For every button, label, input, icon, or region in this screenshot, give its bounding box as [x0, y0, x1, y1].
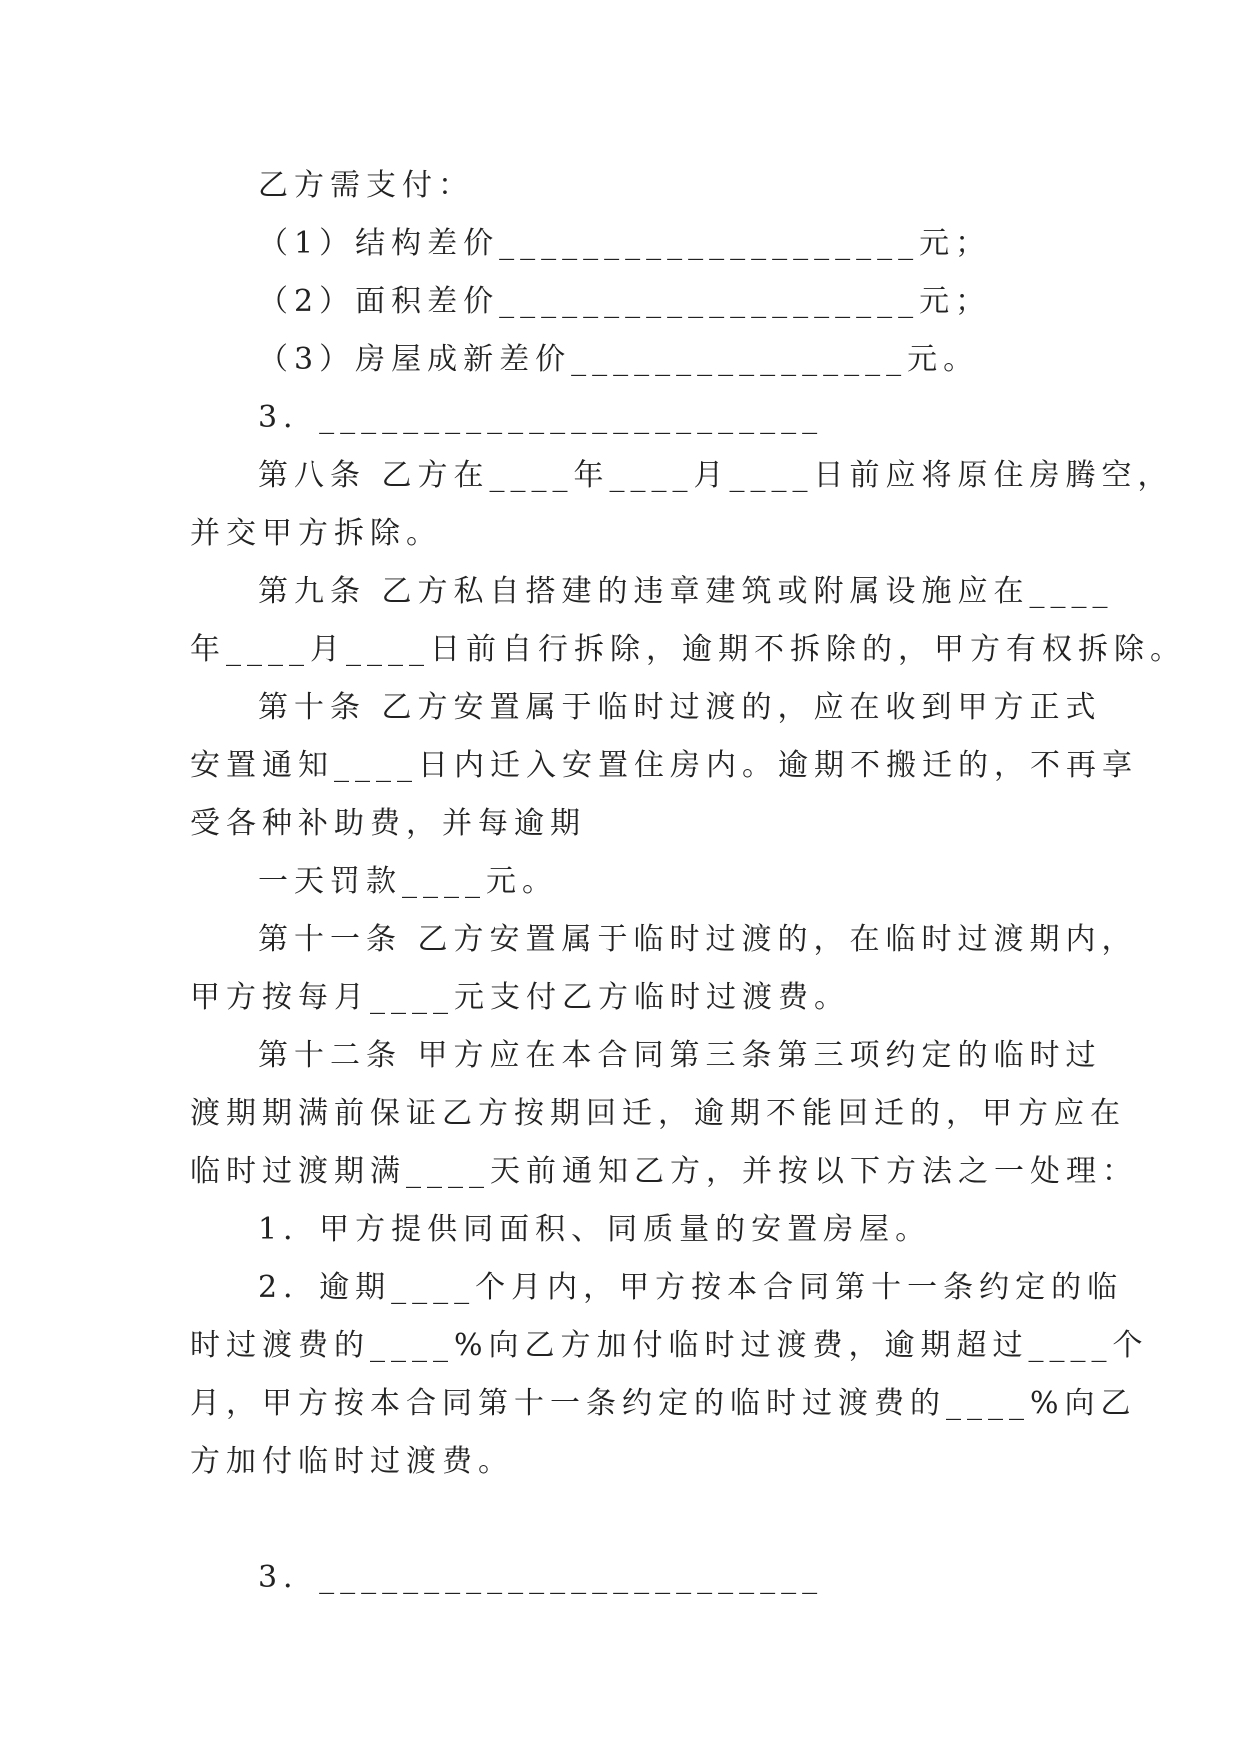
article-11-line-1: 第十一条 乙方安置属于临时过渡的，在临时过渡期内， — [258, 922, 1138, 957]
article-10-line-1: 第十条 乙方安置属于临时过渡的，应在收到甲方正式 — [258, 690, 1102, 725]
contract-body — [190, 157, 1186, 1607]
article-12-option-2-line-4: 方加付临时过渡费。 — [190, 1444, 514, 1479]
area-price-difference: （2）面积差价____________________元； — [258, 284, 992, 319]
paragraph-spacer — [190, 1491, 1070, 1549]
article-9-line-2: 年____月____日前自行拆除，逾期不拆除的，甲方有权拆除。 — [190, 632, 1186, 667]
article-12-option-2-line-3: 月，甲方按本合同第十一条约定的临时过渡费的____%向乙 — [190, 1386, 1137, 1421]
article-12-option-1: 1．甲方提供同面积、同质量的安置房屋。 — [258, 1212, 932, 1247]
article-11-line-2: 甲方按每月____元支付乙方临时过渡费。 — [190, 980, 850, 1015]
article-12-line-3: 临时过渡期满____天前通知乙方，并按以下方法之一处理： — [190, 1154, 1138, 1189]
article-10-line-4: 一天罚款____元。 — [258, 864, 558, 899]
article-10-line-3: 受各种补助费，并每逾期 — [190, 806, 586, 841]
article-9-line-1: 第九条 乙方私自搭建的违章建筑或附属设施应在____ — [258, 574, 1114, 609]
payment-heading: 乙方需支付： — [258, 168, 474, 203]
item-3-blank: 3．________________________ — [258, 400, 824, 435]
newness-price-difference: （3）房屋成新差价________________元。 — [258, 342, 980, 377]
structure-price-difference: （1）结构差价____________________元； — [258, 226, 992, 261]
article-12-line-2: 渡期期满前保证乙方按期回迁，逾期不能回迁的，甲方应在 — [190, 1096, 1126, 1131]
article-12-option-2-line-2: 时过渡费的____%向乙方加付临时过渡费，逾期超过____个 — [190, 1328, 1149, 1363]
article-12-option-2-line-1: 2．逾期____个月内，甲方按本合同第十一条约定的临 — [258, 1270, 1124, 1305]
article-8-line-1: 第八条 乙方在____年____月____日前应将原住房腾空， — [258, 458, 1174, 493]
article-12-line-1: 第十二条 甲方应在本合同第三条第三项约定的临时过 — [258, 1038, 1102, 1073]
article-8-line-2: 并交甲方拆除。 — [190, 516, 442, 551]
article-10-line-2: 安置通知____日内迁入安置住房内。逾期不搬迁的，不再享 — [190, 748, 1138, 783]
article-12-option-3-blank: 3．________________________ — [258, 1560, 824, 1595]
